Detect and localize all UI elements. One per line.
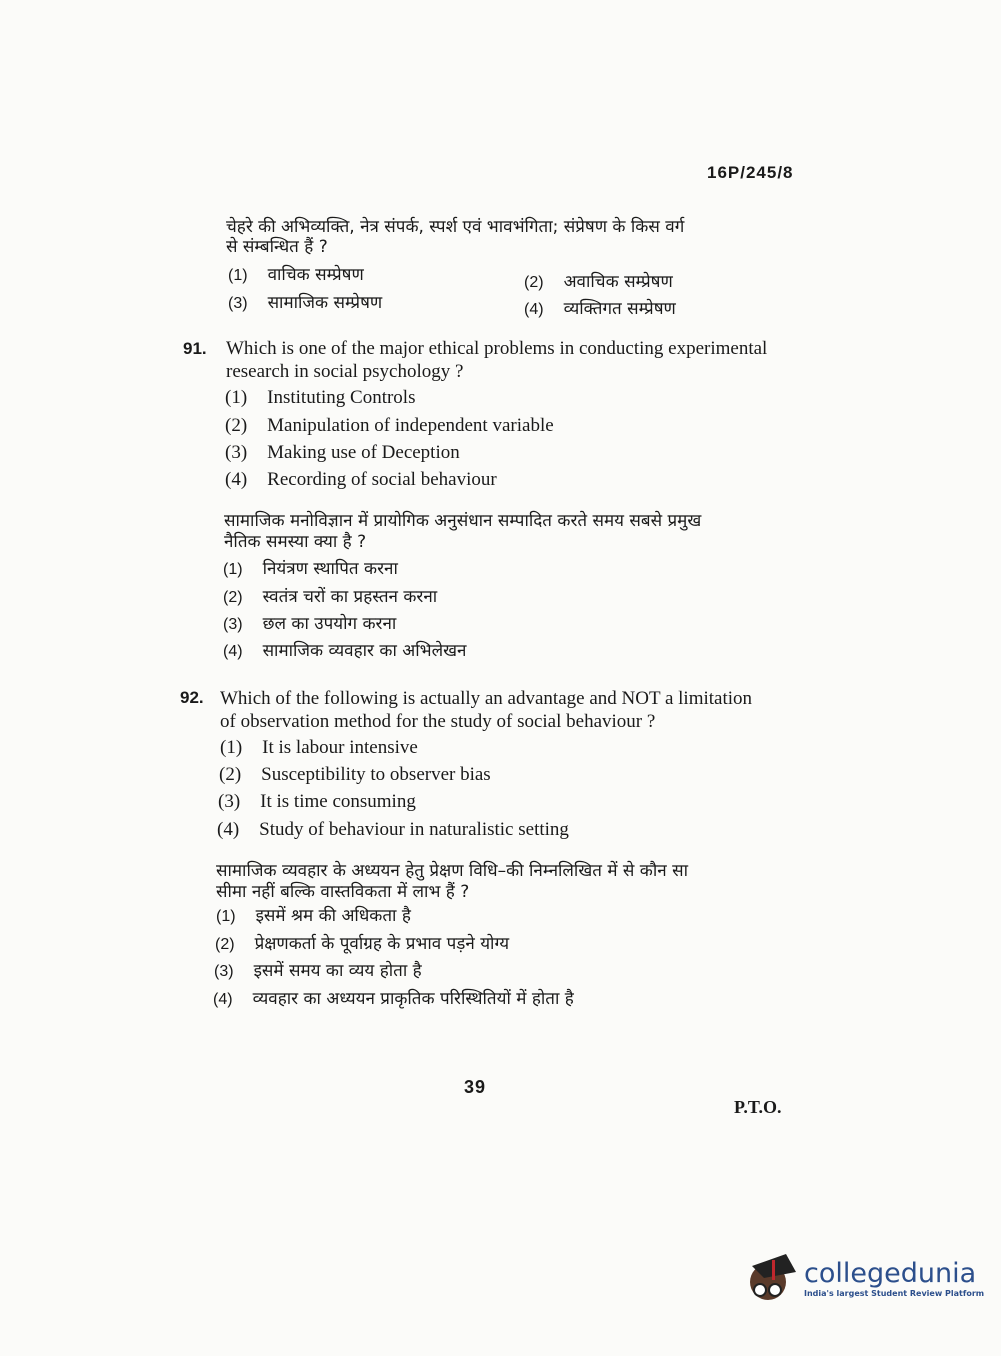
option	[223, 638, 467, 661]
option	[214, 958, 422, 981]
option	[220, 737, 418, 759]
option-number: (3)	[225, 442, 248, 463]
option-text: अवाचिक सम्प्रेषण	[563, 272, 673, 292]
pto-label: P.T.O.	[734, 1097, 782, 1117]
option	[225, 442, 460, 464]
brand-name: collegedunia	[804, 1258, 977, 1289]
brand-tagline: India's largest Student Review Platform	[804, 1289, 985, 1298]
option-number: (3)	[228, 295, 248, 312]
option-number: (3)	[214, 963, 234, 980]
option-text: सामाजिक व्यवहार का अभिलेखन	[262, 641, 467, 661]
option-number: (1)	[216, 908, 236, 925]
option-number: (1)	[220, 737, 243, 758]
question-text: से संम्बन्धित हैं ?	[226, 237, 328, 257]
option-text: Susceptibility to observer bias	[261, 764, 491, 785]
question-text: Which is one of the major ethical problems in conducting experimental	[226, 338, 768, 359]
page-number: 39	[464, 1077, 487, 1097]
question-text: of observation method for the study of social behaviour ?	[220, 711, 656, 732]
option-number: (4)	[524, 301, 544, 318]
option-text: व्यवहार का अध्ययन प्राकृतिक परिस्थितियों में होता है	[252, 989, 574, 1009]
option	[223, 556, 398, 579]
option	[228, 262, 364, 285]
option-text: इसमें श्रम की अधिकता है	[255, 906, 411, 926]
option	[223, 584, 437, 607]
option-number: (2)	[223, 589, 243, 606]
option-text: प्रेक्षणकर्ता के पूर्वाग्रह के प्रभाव पड़ने योग्य	[254, 934, 510, 954]
question-text-hindi: सामाजिक व्यवहार के अध्ययन हेतु प्रेक्षण विधि–की निम्नलिखित में से कौन सा	[216, 861, 688, 881]
option-number: (2)	[524, 274, 544, 291]
option-number: (1)	[228, 267, 248, 284]
option	[228, 290, 382, 313]
option	[215, 931, 509, 954]
option	[225, 469, 497, 491]
question-text: Which of the following is actually an advantage and NOT a limitation	[220, 688, 753, 709]
option-text: सामाजिक सम्प्रेषण	[267, 293, 383, 313]
option-text: It is labour intensive	[262, 737, 418, 758]
collegedunia-watermark	[742, 1250, 984, 1306]
option-text: व्यक्तिगत सम्प्रेषण	[563, 299, 676, 319]
question-text-hindi: सीमा नहीं बल्कि वास्तविकता में लाभ हैं ?	[216, 882, 470, 902]
option-number: (1)	[225, 387, 248, 408]
option	[524, 269, 673, 292]
question-text-hindi: नैतिक समस्या क्या है ?	[224, 532, 367, 552]
option-text: Manipulation of independent variable	[267, 415, 554, 436]
question-number: 92.	[180, 688, 204, 707]
option-number: (2)	[215, 936, 235, 953]
option-text: वाचिक सम्प्रेषण	[267, 265, 364, 285]
option	[219, 764, 491, 786]
option-text: छल का उपयोग करना	[262, 614, 397, 634]
option-number: (4)	[223, 643, 243, 660]
option	[225, 415, 554, 437]
option-number: (3)	[218, 791, 241, 812]
option-text: Instituting Controls	[267, 387, 416, 408]
option-text: इसमें समय का व्यय होता है	[253, 961, 422, 981]
option	[223, 611, 396, 634]
option-number: (3)	[223, 616, 243, 633]
option	[218, 791, 416, 813]
mascot-icon	[742, 1250, 798, 1306]
option-text: नियंत्रण स्थापित करना	[262, 559, 398, 579]
option-number: (1)	[223, 561, 243, 578]
option-number: (4)	[225, 469, 248, 490]
question-text: research in social psychology ?	[226, 361, 464, 382]
option	[217, 819, 569, 841]
paper-code: 16P/245/8	[707, 163, 794, 182]
question-text: चेहरे की अभिव्यक्ति, नेत्र संपर्क, स्पर्श एवं भावभंगिता; संप्रेषण के किस वर्ग	[226, 217, 685, 237]
option-text: Recording of social behaviour	[267, 469, 497, 490]
option	[225, 387, 415, 409]
option-number: (2)	[219, 764, 242, 785]
option-number: (4)	[213, 991, 233, 1008]
option-number: (4)	[217, 819, 240, 840]
question-text-hindi: सामाजिक मनोविज्ञान में प्रायोगिक अनुसंधान सम्पादित करते समय सबसे प्रमुख	[224, 511, 702, 531]
option	[216, 903, 411, 926]
question-number: 91.	[183, 339, 207, 358]
option-text: Study of behaviour in naturalistic setting	[259, 819, 569, 840]
option	[213, 986, 574, 1009]
option	[524, 296, 676, 319]
option-number: (2)	[225, 415, 248, 436]
option-text: It is time consuming	[260, 791, 416, 812]
option-text: Making use of Deception	[267, 442, 460, 463]
option-text: स्वतंत्र चरों का प्रहस्तन करना	[262, 587, 438, 607]
